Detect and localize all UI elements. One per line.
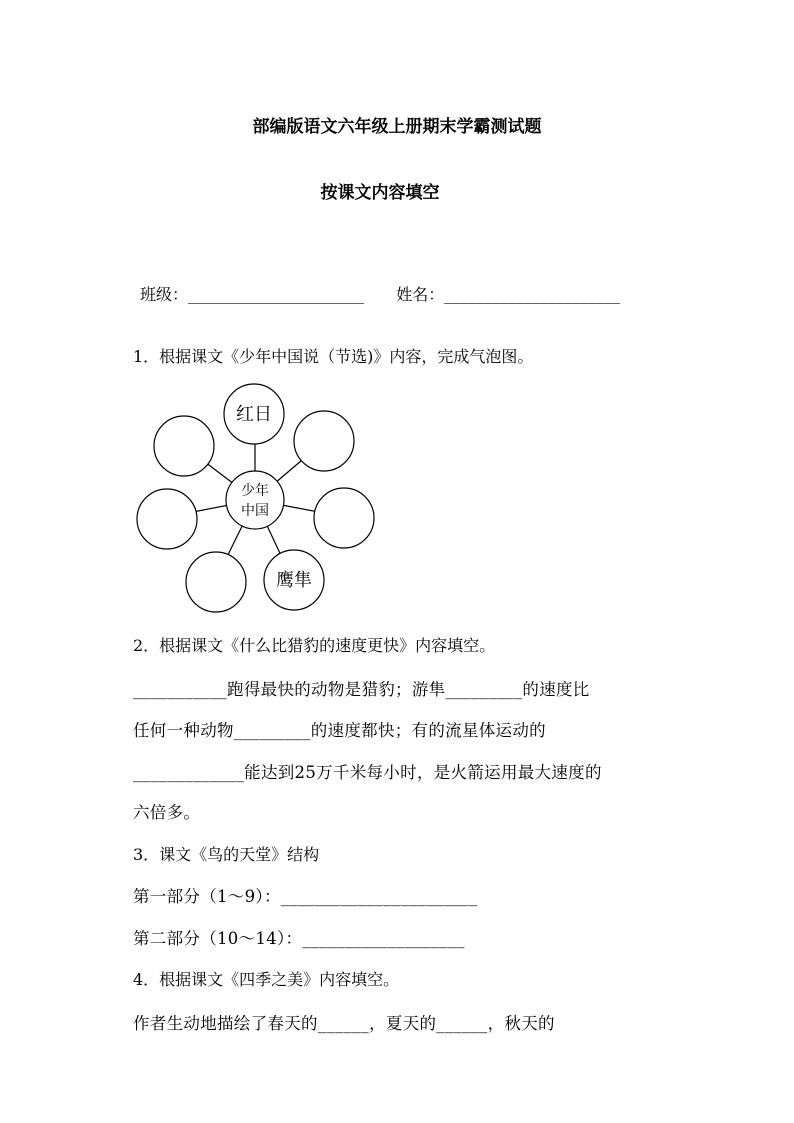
section-subtitle: 按课文内容填空 xyxy=(320,183,440,203)
question-1-prompt: 1．根据课文《少年中国说（节选)》内容，完成气泡图。 xyxy=(133,347,534,366)
question-4-prompt: 4．根据课文《四季之美》内容填空。 xyxy=(133,970,400,989)
bubble-upper-right xyxy=(294,411,354,471)
question-2-line-1: ___________跑得最快的动物是猎豹；游隼_________的速度比 xyxy=(133,680,590,699)
document-title: 部编版语文六年级上册期末学霸测试题 xyxy=(252,117,542,137)
center-text-line1: 少年 xyxy=(241,483,269,499)
student-info-row xyxy=(140,282,620,305)
bubble-lower-right-text: 鹰隼 xyxy=(276,570,312,591)
class-label: 班级： xyxy=(140,285,189,304)
center-text-line2: 中国 xyxy=(241,503,269,519)
name-blank[interactable]: ______________________ xyxy=(444,285,621,304)
class-blank[interactable]: ______________________ xyxy=(188,285,365,304)
question-3-prompt: 3．课文《鸟的天堂》结构 xyxy=(133,845,320,864)
question-2-prompt: 2．根据课文《什么比猎豹的速度更快》内容填空。 xyxy=(133,636,496,655)
question-2-line-3: _____________能达到25万千米每小时，是火箭运用最大速度的 xyxy=(133,763,602,782)
question-4-line-1: 作者生动地描绘了春天的______，夏天的______，秋天的 xyxy=(133,1014,555,1033)
question-2-line-2: 任何一种动物_________的速度都快；有的流星体运动的 xyxy=(133,721,546,740)
bubble-top-text: 红日 xyxy=(236,404,272,425)
center-bubble xyxy=(226,471,284,529)
name-label: 姓名： xyxy=(396,285,445,304)
question-3-part-1: 第一部分（1～9）：_______________________ xyxy=(133,887,478,906)
question-3-part-2: 第二部分（10～14）：___________________ xyxy=(133,929,465,948)
bubble-upper-left xyxy=(154,416,214,476)
bubble-right xyxy=(314,488,374,548)
bubble-lower-left xyxy=(186,552,246,612)
bubble-diagram xyxy=(130,378,380,618)
question-2-line-4: 六倍多。 xyxy=(133,803,201,822)
bubble-left xyxy=(137,489,197,549)
